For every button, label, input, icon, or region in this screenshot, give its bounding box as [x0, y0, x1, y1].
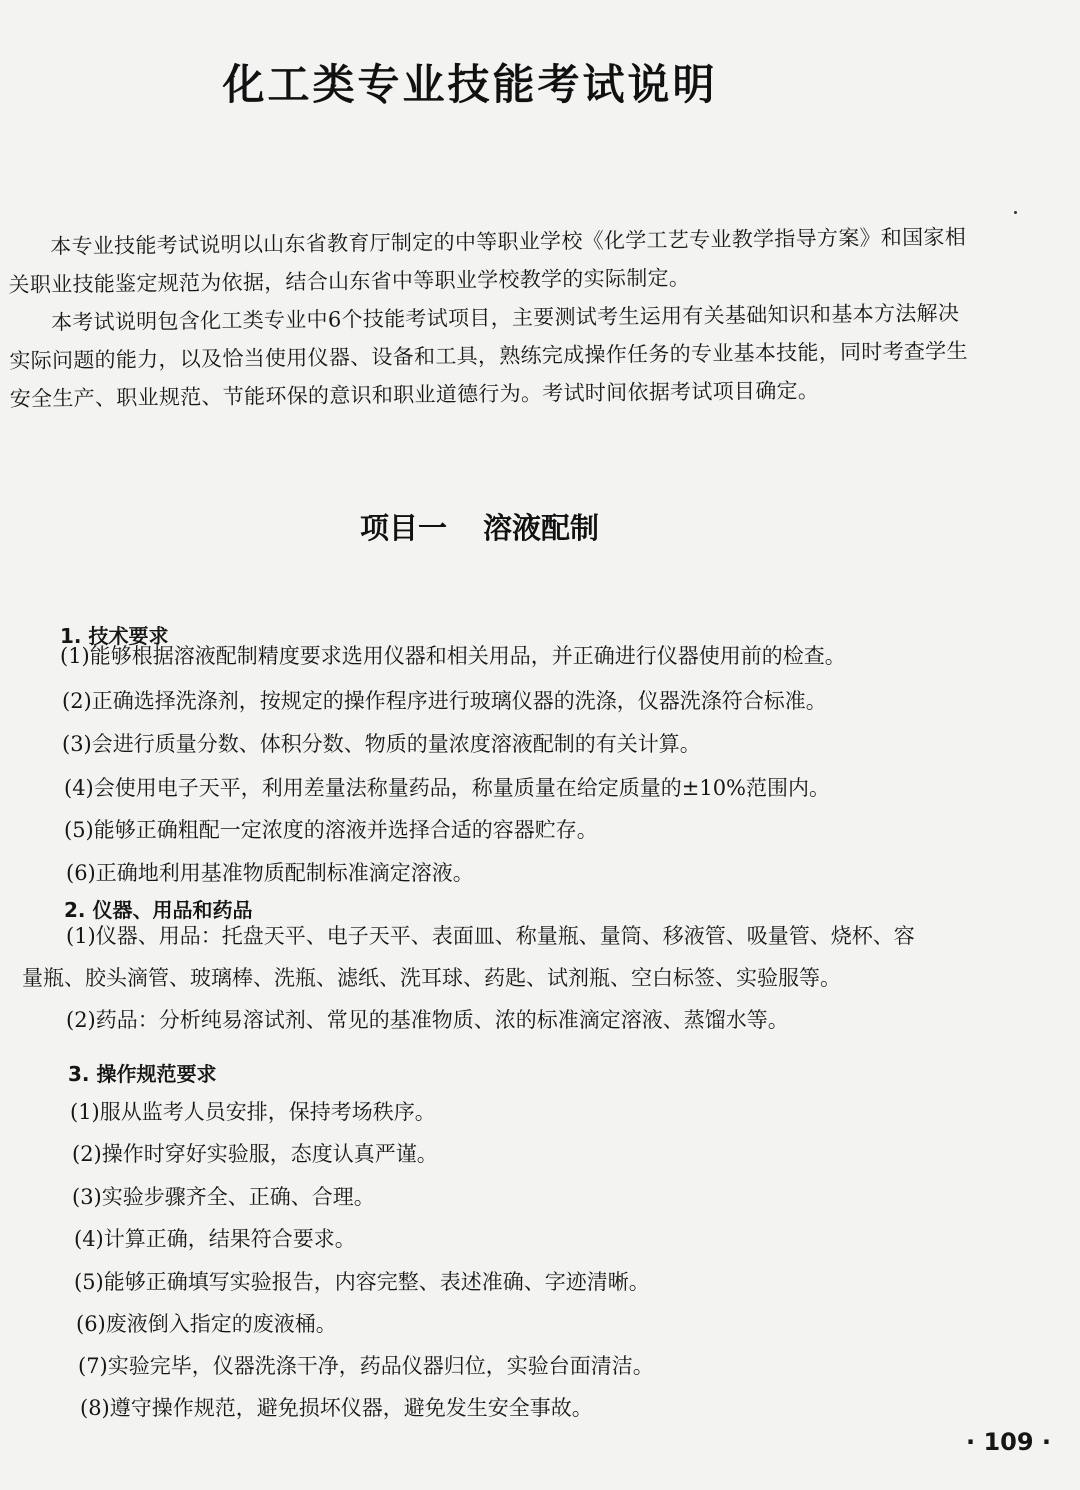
list-item: (2)操作时穿好实验服，态度认真严谨。: [72, 1142, 438, 1166]
scan-speck: [1014, 211, 1017, 214]
list-item: (4)计算正确，结果符合要求。: [74, 1227, 356, 1251]
list-item: (1)仪器、用品：托盘天平、电子天平、表面皿、称量瓶、量筒、移液管、吸量管、烧杯、容: [66, 924, 915, 948]
list-item: (2)正确选择洗涤剂，按规定的操作程序进行玻璃仪器的洗涤，仪器洗涤符合标准。: [62, 689, 827, 713]
intro-paragraphs: [8, 218, 978, 418]
list-item: (3)会进行质量分数、体积分数、物质的量浓度溶液配制的有关计算。: [62, 732, 701, 756]
list-item: (2)药品：分析纯易溶试剂、常见的基准物质、浓的标准滴定溶液、蒸馏水等。: [66, 1008, 789, 1032]
intro-paragraph-1: 本专业技能考试说明以山东省教育厅制定的中等职业学校《化学工艺专业教学指导方案》和国家相关职业技能鉴定规范为依据，结合山东省中等职业学校教学的实际制定。: [8, 224, 967, 297]
list-item: (5)能够正确粗配一定浓度的溶液并选择合适的容器贮存。: [64, 818, 598, 842]
document-title: 化工类专业技能考试说明: [222, 60, 718, 109]
heading-technical-requirements: 1. 技术要求: [60, 624, 169, 648]
list-item: (4)会使用电子天平，利用差量法称量药品，称量质量在给定质量的±10%范围内。: [64, 776, 831, 800]
intro-paragraph-2: 本考试说明包含化工类专业中6个技能考试项目，主要测试考生运用有关基础知识和基本方法解决实际问题的能力，以及恰当使用仪器、设备和工具，熟练完成操作任务的专业基本技能，同时考查学生安全生产、职业规范、节能环保的意识和职业道德行为。考试时间依据考试项目确定。: [9, 301, 968, 411]
section-name: 溶液配制: [483, 511, 600, 545]
list-item: (6)正确地利用基准物质配制标准滴定溶液。: [66, 861, 474, 885]
heading-instruments-and-reagents: 2. 仪器、用品和药品: [64, 898, 253, 922]
page-number: · 109 ·: [966, 1428, 1052, 1456]
list-item: (3)实验步骤齐全、正确、合理。: [72, 1185, 375, 1209]
list-item: (6)废液倒入指定的废液桶。: [76, 1312, 337, 1336]
section-title: [360, 506, 599, 547]
list-item: (5)能够正确填写实验报告，内容完整、表述准确、字迹清晰。: [74, 1270, 650, 1294]
list-item: (1)服从监考人员安排，保持考场秩序。: [70, 1100, 436, 1124]
heading-operation-requirements: 3. 操作规范要求: [68, 1062, 217, 1086]
section-project-label: 项目一: [360, 511, 448, 545]
list-item: (1)能够根据溶液配制精度要求选用仪器和相关用品，并正确进行仪器使用前的检查。: [60, 644, 846, 668]
list-item: (8)遵守操作规范，避免损坏仪器，避免发生安全事故。: [80, 1396, 593, 1420]
list-item: (7)实验完毕，仪器洗涤干净，药品仪器归位，实验台面清洁。: [78, 1354, 654, 1378]
list-item: 量瓶、胶头滴管、玻璃棒、洗瓶、滤纸、洗耳球、药匙、试剂瓶、空白标签、实验服等。: [22, 966, 841, 990]
